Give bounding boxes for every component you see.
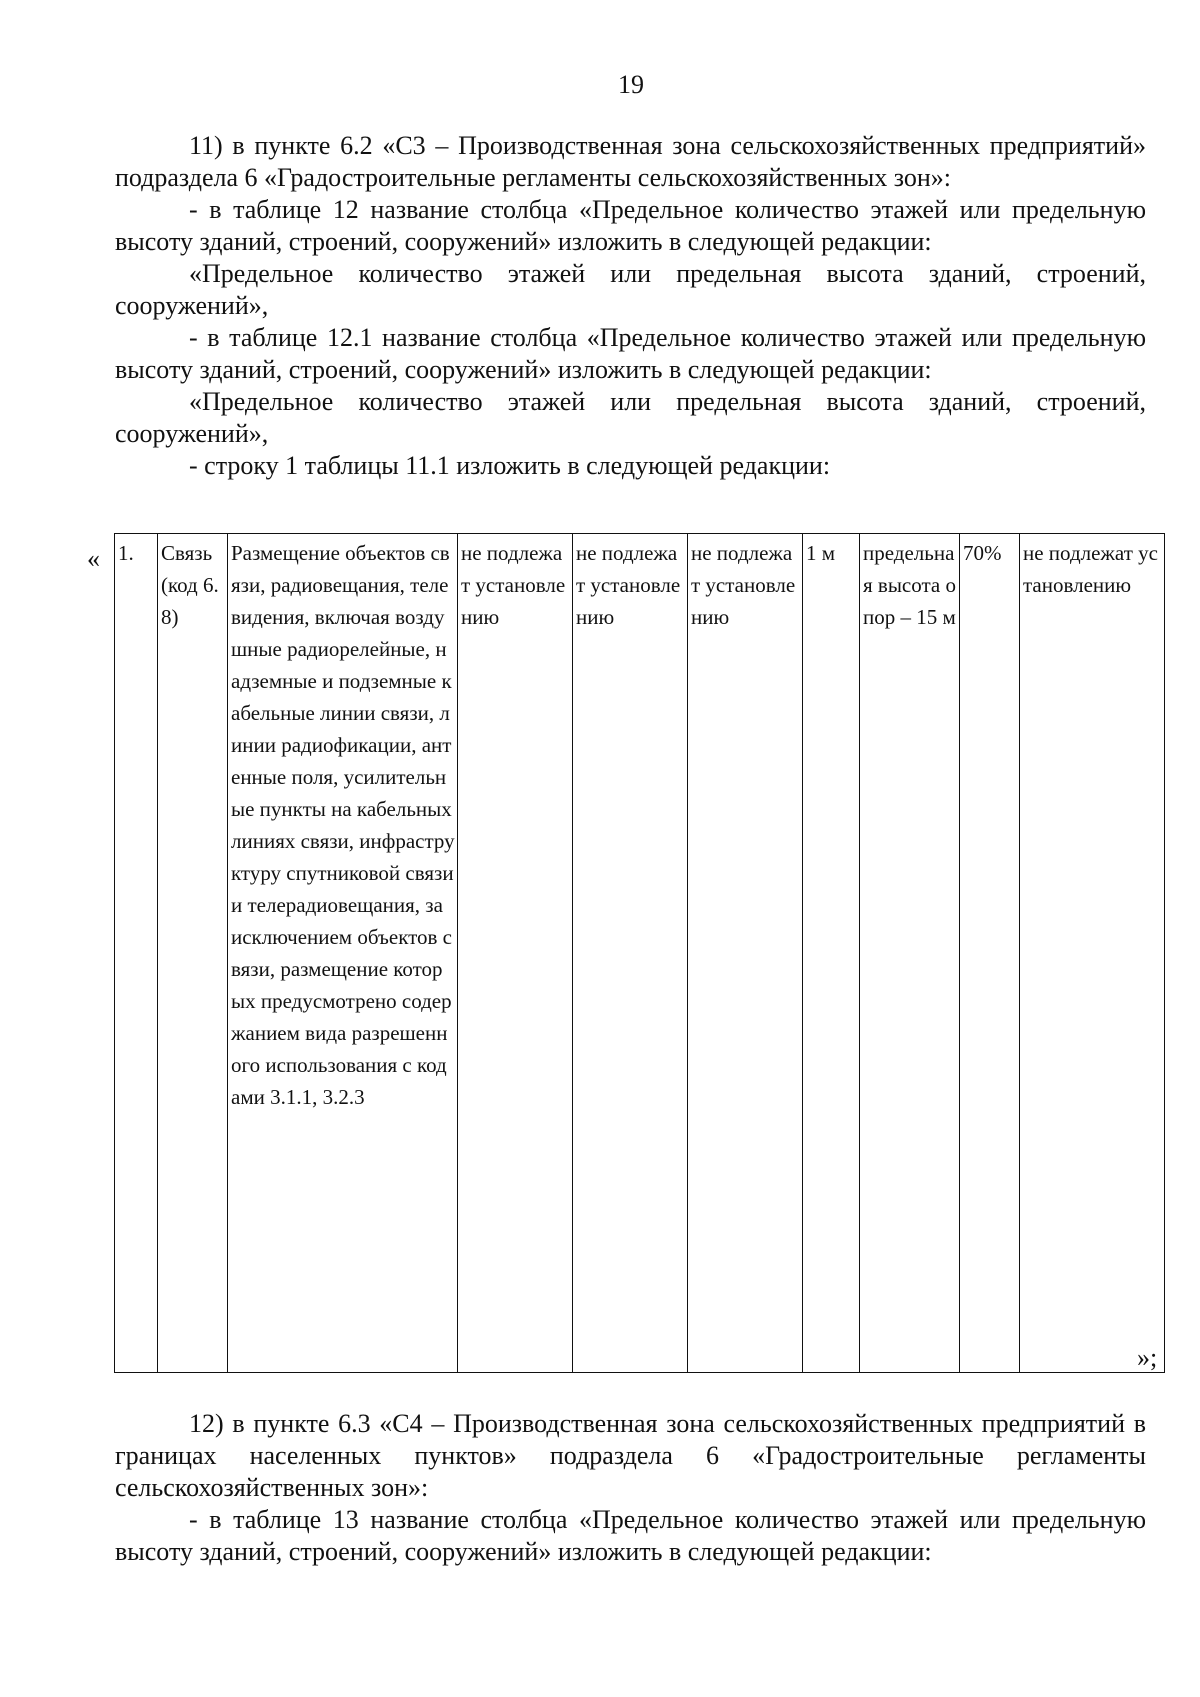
paragraph-table-13: - в таблице 13 название столбца «Предельное количество этажей или предельную высоту зданий, строений, сооружений» изложить в следующей редакции: <box>115 1505 1146 1566</box>
section-11-text <box>115 130 1146 482</box>
cell-col-5: не подлежат установлению <box>573 534 688 1373</box>
cell-col-9: 70% <box>960 534 1020 1373</box>
cell-col-6: не подлежат установлению <box>688 534 803 1373</box>
table-close-quote: »; <box>1137 1343 1158 1372</box>
paragraph-table-12: - в таблице 12 название столбца «Предельное количество этажей или предельную высоту зданий, строений, сооружений» изложить в следующей редакции: <box>115 195 1146 256</box>
paragraph-new-wording-12-1: «Предельное количество этажей или предельная высота зданий, строений, сооружений», <box>115 387 1146 448</box>
cell-col-7: 1 м <box>803 534 860 1373</box>
table-open-quote: « <box>87 544 100 573</box>
page-number: 19 <box>618 70 644 99</box>
paragraph-table-12-1: - в таблице 12.1 название столбца «Предельное количество этажей или предельную высоту зданий, строений, сооружений» изложить в следующей редакции: <box>115 323 1146 384</box>
paragraph-new-wording-12: «Предельное количество этажей или предельная высота зданий, строений, сооружений», <box>115 259 1146 320</box>
cell-col-4: не подлежат установлению <box>458 534 573 1373</box>
cell-col-10: не подлежат установлению <box>1020 534 1165 1373</box>
amendment-table <box>114 533 1165 1373</box>
cell-use-type: Связь (код 6.8) <box>158 534 228 1373</box>
paragraph-row-11-1: - строку 1 таблицы 11.1 изложить в следующей редакции: <box>189 451 831 480</box>
paragraph-item-11: 11) в пункте 6.2 «С3 – Производственная зона сельскохозяйственных предприятий» подраздела 6 «Градостроительные регламенты сельскохозяйственных зон»: <box>115 131 1146 192</box>
cell-number: 1. <box>115 534 158 1373</box>
section-12-text <box>115 1408 1146 1568</box>
table-row <box>115 534 1165 1373</box>
cell-description: Размещение объектов связи, радиовещания, телевидения, включая воздушные радиорелейные, надземные и подземные кабельные линии связи, линии радиофикации, антенные поля, усилительные пункты на кабельных линиях связи, инфраструктуру спутниковой связи и телерадиовещания, за исключением объектов связи, размещение которых предусмотрено содержанием вида разрешенного использования с кодами 3.1.1, 3.2.3 <box>228 534 458 1373</box>
paragraph-item-12: 12) в пункте 6.3 «С4 – Производственная зона сельскохозяйственных предприятий в границах населенных пунктов» подраздела 6 «Градостроительные регламенты сельскохозяйственных зон»: <box>115 1409 1146 1502</box>
cell-col-8: предельная высота опор – 15 м <box>860 534 960 1373</box>
